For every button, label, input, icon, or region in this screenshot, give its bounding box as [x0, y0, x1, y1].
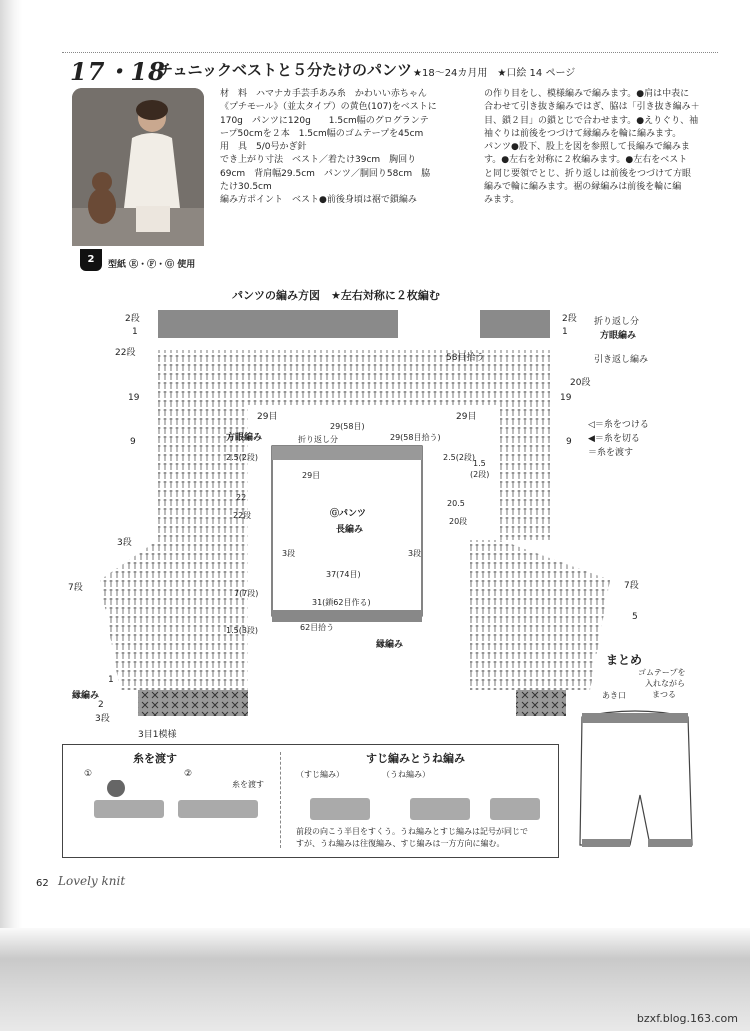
technique-note-1: 前段の向こう半目をすくう。うね編みとすじ編みは記号が同じで [296, 827, 528, 836]
text-line: 69cm 背肩幅29.5cm パンツ／胴回り58cm 脇 [220, 168, 431, 179]
row-label: 9 [566, 437, 572, 447]
technique-note-2: すが、うね編みは往復編み、すじ編みは一方方向に編む。 [296, 839, 505, 848]
row-label: 19 [128, 393, 140, 403]
materials-column [220, 88, 460, 208]
row-label: 1 [132, 327, 138, 337]
finishing-title: まとめ [606, 653, 643, 667]
inner-h4: 2.5(2段) [443, 453, 476, 462]
row-label: 7段 [68, 583, 83, 593]
text-line: と同じ要領でとじ、折り返しは前後をつづけて方眼 [484, 168, 692, 179]
text-line: 編み方ポイント ベスト●前後身頃は裾で鎖編み [220, 195, 417, 206]
text-line: 《プチモール》（並太タイプ）の黄色(107)をベストに [220, 102, 437, 113]
text-line: 編みで輪に編みます。裾の縁編みは前後を輪に編 [484, 182, 682, 193]
child-photo-illustration [72, 88, 204, 246]
inner-hougan: 方眼編み [226, 433, 263, 443]
row-label: 2段 [562, 314, 577, 324]
inner-w31: 31(鎖62目作る) [312, 598, 371, 607]
inner-w62: 62目拾う [300, 623, 335, 632]
child-photo [72, 88, 204, 246]
text-line: みます。 [484, 195, 520, 206]
inner-w37: 37(74目) [326, 570, 361, 579]
text-line: 目、鎖２目」の鎖とじで合わせます。●えりぐり、袖 [484, 115, 699, 126]
une-label: （うね編み） [382, 770, 430, 779]
inner-edging: 縁編み [376, 640, 404, 650]
text-line: 袖ぐりは前後をつづけて縁編みを輪に編みます。 [484, 128, 682, 139]
legend-cross: ＝糸を渡す [588, 448, 634, 458]
text-line: 合わせて引き抜き編みではぎ、脇は「引き抜き編み＋ [484, 102, 700, 113]
row-label: 3段 [95, 714, 110, 724]
text-line: ープ50cmを２本 1.5cm幅のゴムテープを45cm [220, 128, 424, 139]
stitch-grid-right [500, 405, 550, 540]
finishing-opening: あき口 [602, 691, 626, 700]
stitch-grid-lower-right [470, 540, 610, 690]
page-number: 62 [36, 878, 49, 889]
label-hougan: 方眼編み [600, 331, 637, 341]
text-line: パンツ●股下、股上を図を参照して長編みで編みま [484, 142, 690, 153]
text-line: でき上がり寸法 ベスト／着たけ39cm 胸回り [220, 155, 417, 166]
finishing-note-2: 入れながら [645, 679, 685, 688]
instructions-column [484, 88, 720, 208]
size-badge: 2 [80, 249, 102, 271]
inner-h7: 20.5 [447, 499, 465, 508]
row-label: 1 [562, 327, 568, 337]
finishing-note-3: まつる [652, 690, 676, 699]
edging-label: 縁編み [72, 691, 100, 701]
crochet-chart [90, 300, 650, 740]
technique-illustrations [70, 780, 550, 830]
text-line: 用 具 5/0号かぎ針 [220, 142, 307, 153]
row-label: 19 [560, 393, 572, 403]
step-2-label: 糸を渡す [232, 780, 264, 789]
inner-w3: 29目 [302, 471, 321, 480]
pants-name: Ⓖパンツ [330, 509, 367, 519]
pattern-number: 17・18 [70, 57, 166, 86]
inner-h7b: 7(7段) [234, 589, 259, 598]
text-line: す。●左右を対称に２枚編みます。●左右をベスト [484, 155, 688, 166]
row-label: 22段 [115, 348, 136, 358]
inner-orikaeshi: 折り返し分 [298, 435, 338, 444]
inner-h3: 22段 [233, 511, 252, 520]
text-line: たけ30.5cm [220, 182, 272, 193]
label-58me: 58目拾う [446, 353, 485, 363]
inner-w2: 29(58目拾う) [390, 433, 441, 442]
legend-cut: ◀＝糸を切る [588, 434, 640, 444]
page-spine-shadow [0, 0, 22, 960]
row-label: 1 [108, 675, 114, 685]
suji-label: （すじ編み） [296, 770, 344, 779]
title-meta: ★18～24カ月用 ★口絵 14 ページ [413, 68, 576, 79]
label-29me-right: 29目 [456, 412, 477, 422]
finishing-note-1: ゴムテープを [638, 668, 686, 677]
watermark: bzxf.blog.163.com [636, 1012, 738, 1025]
diagram-title: パンツの編み方図 ★左右対称に２枚編む [232, 289, 440, 302]
inner-h8: 20段 [449, 517, 468, 526]
row-label: 20段 [570, 378, 591, 388]
inner-h5: 1.5 [473, 459, 486, 468]
page-title: チュニックベストと５分たけのパンツ [158, 61, 412, 79]
inner-h6: (2段) [470, 470, 490, 479]
mesh-band-left [158, 310, 398, 338]
row-label: 2 [98, 700, 104, 710]
pattern-pieces: 型紙 Ⓔ・Ⓕ・Ⓖ 使用 [108, 260, 196, 270]
row-label: 3段 [117, 538, 132, 548]
magazine-name: Lovely knit [58, 874, 126, 888]
label-hikikaeshi: 引き返し編み [594, 355, 649, 365]
technique-title-2: すじ編みとうね編み [366, 752, 465, 765]
label-moyo: 3目1模様 [138, 730, 177, 740]
step-2: ② [184, 769, 193, 779]
mesh-band-right [480, 310, 550, 338]
inner-h15: 1.5(3段) [226, 626, 259, 635]
row-label: 5 [632, 612, 638, 622]
stitch-grid-top [158, 350, 550, 405]
legend-attach: ◁＝糸をつける [588, 420, 649, 430]
inner-h1: 2.5(2段) [226, 453, 259, 462]
technique-title-1: 糸を渡す [133, 752, 177, 765]
inner-h2: 22 [236, 493, 247, 502]
label-orikaeshi: 折り返し分 [594, 317, 640, 327]
text-line: 170g パンツに120g 1.5cm幅のグログランテ [220, 115, 429, 126]
finished-pants-illustration [570, 705, 700, 865]
inner-w1: 29(58目) [330, 422, 365, 431]
inner-s3a: 3段 [282, 549, 296, 558]
row-label: 2段 [125, 314, 140, 324]
inner-s3b: 3段 [408, 549, 422, 558]
stitch-grid-lower-left [100, 540, 248, 690]
row-label: 9 [130, 437, 136, 447]
label-29me-left: 29目 [257, 412, 278, 422]
text-line: 材 料 ハマナカ手芸手あみ糸 かわいい赤ちゃん [220, 89, 427, 99]
row-label: 7段 [624, 581, 639, 591]
symbol-legend [588, 418, 649, 460]
pants-stitch: 長編み [336, 525, 364, 535]
text-line: の作り目をし、模様編みで編みます。●肩は中表に [484, 89, 690, 99]
step-1: ① [84, 769, 93, 779]
